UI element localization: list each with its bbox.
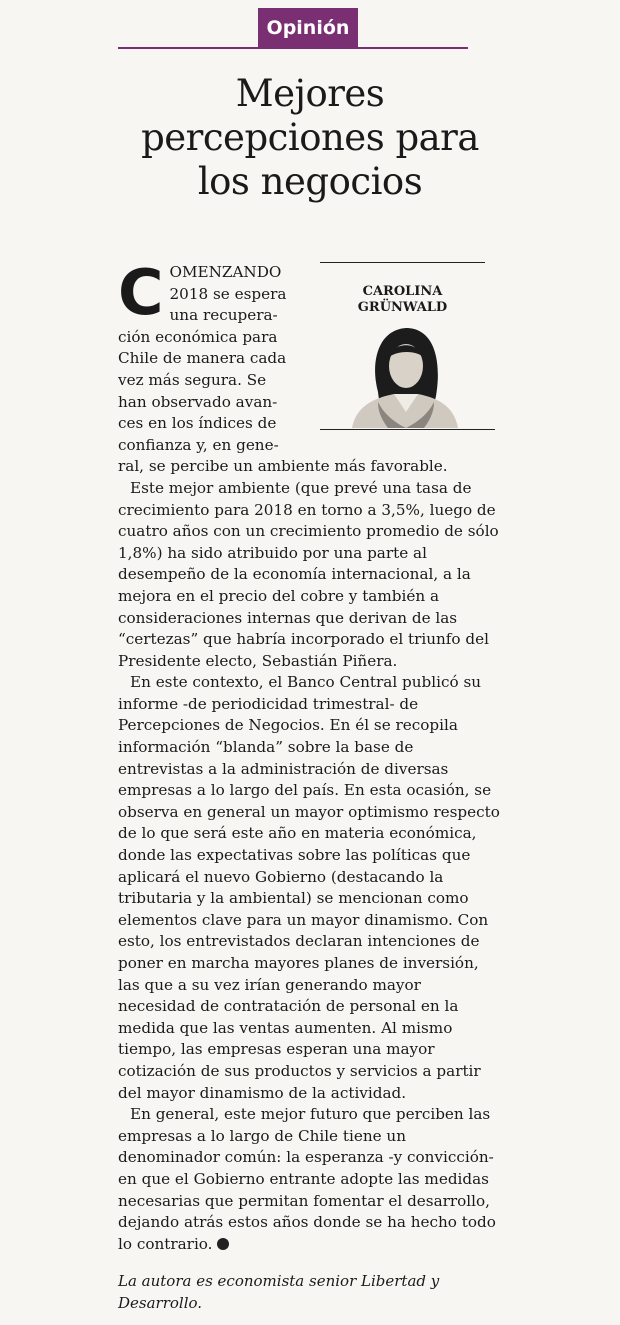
headline-line-1: Mejores [235, 72, 385, 115]
article-body [118, 256, 500, 1255]
intro-line: confianza y, en gene- [118, 435, 279, 454]
intro-line: OMENZANDO [169, 263, 282, 281]
section-label: Opinión [258, 8, 358, 48]
intro-paragraph [118, 256, 500, 478]
intro-line: ción económica para [118, 327, 278, 346]
author-note: La autora es economista senior Libertad y Desarrollo. [118, 1272, 440, 1312]
intro-tail: ral, se percibe un ambiente más favorable. [118, 457, 448, 476]
paragraph-2: Este mejor ambiente (que prevé una tasa de crecimiento para 2018 en torno a 3,5%, luego de cuatro años con un crecimiento promedio de sólo 1,8%) ha sido atribuido por una parte al desempeño de la economía internacional, a la mejora en el precio del cobre y también a consideraciones internas que derivan de las “certezas” que habría incorporado el triunfo del Presidente electo, Sebastián Piñera. [118, 478, 499, 670]
paragraph-4-text: En general, este mejor futuro que perciben las empresas a lo largo de Chile tiene un denominador común: la esperanza -y convicción- en que el Gobierno entrante adopte las medidas necesarias que permitan fomentar el desarrollo, dejando atrás estos años donde se ha hecho todo lo contrario. [118, 1105, 496, 1253]
intro-line: ces en los índices de [118, 414, 277, 433]
intro-line: 2018 se espera [169, 284, 287, 303]
headline-line-2: percepciones para [141, 116, 479, 159]
intro-line: una recupera- [169, 306, 278, 325]
headline [100, 72, 520, 204]
paragraph-4 [118, 1104, 500, 1255]
headline-line-3: los negocios [197, 160, 423, 203]
intro-line: Chile de manera cada [118, 349, 287, 368]
author-name-first: CAROLINA [362, 284, 443, 299]
paragraph-3: En este contexto, el Banco Central publicó su informe -de periodicidad trimestral- de Percepciones de Negocios. En él se recopila información “blanda” sobre la base de entrevistas a la administración de diversas empresas a lo largo del país. En esta ocasión, se observa en general un mayor optimismo respecto de lo que será este año en materia económica, donde las expectativas sobre las políticas que aplicará el nuevo Gobierno (destacando la tributaria y la ambiental) se mencionan como elementos clave para un mayor dinamismo. Con esto, los entrevistados declaran intenciones de poner en marcha mayores planes de inversión, las que a su vez irían generando mayor necesidad de contratación de personal en la medida que las ventas aumenten. Al mismo tiempo, las empresas esperan una mayor cotización de sus productos y servicios a partir del mayor dinamismo de la actividad. [118, 673, 500, 1102]
end-mark-icon [217, 1238, 229, 1250]
section-rule [118, 47, 468, 49]
author-name-last: GRÜNWALD [357, 300, 448, 315]
intro-line: han observado avan- [118, 392, 278, 411]
drop-cap: C [118, 256, 164, 329]
intro-line: vez más segura. Se [118, 370, 267, 389]
